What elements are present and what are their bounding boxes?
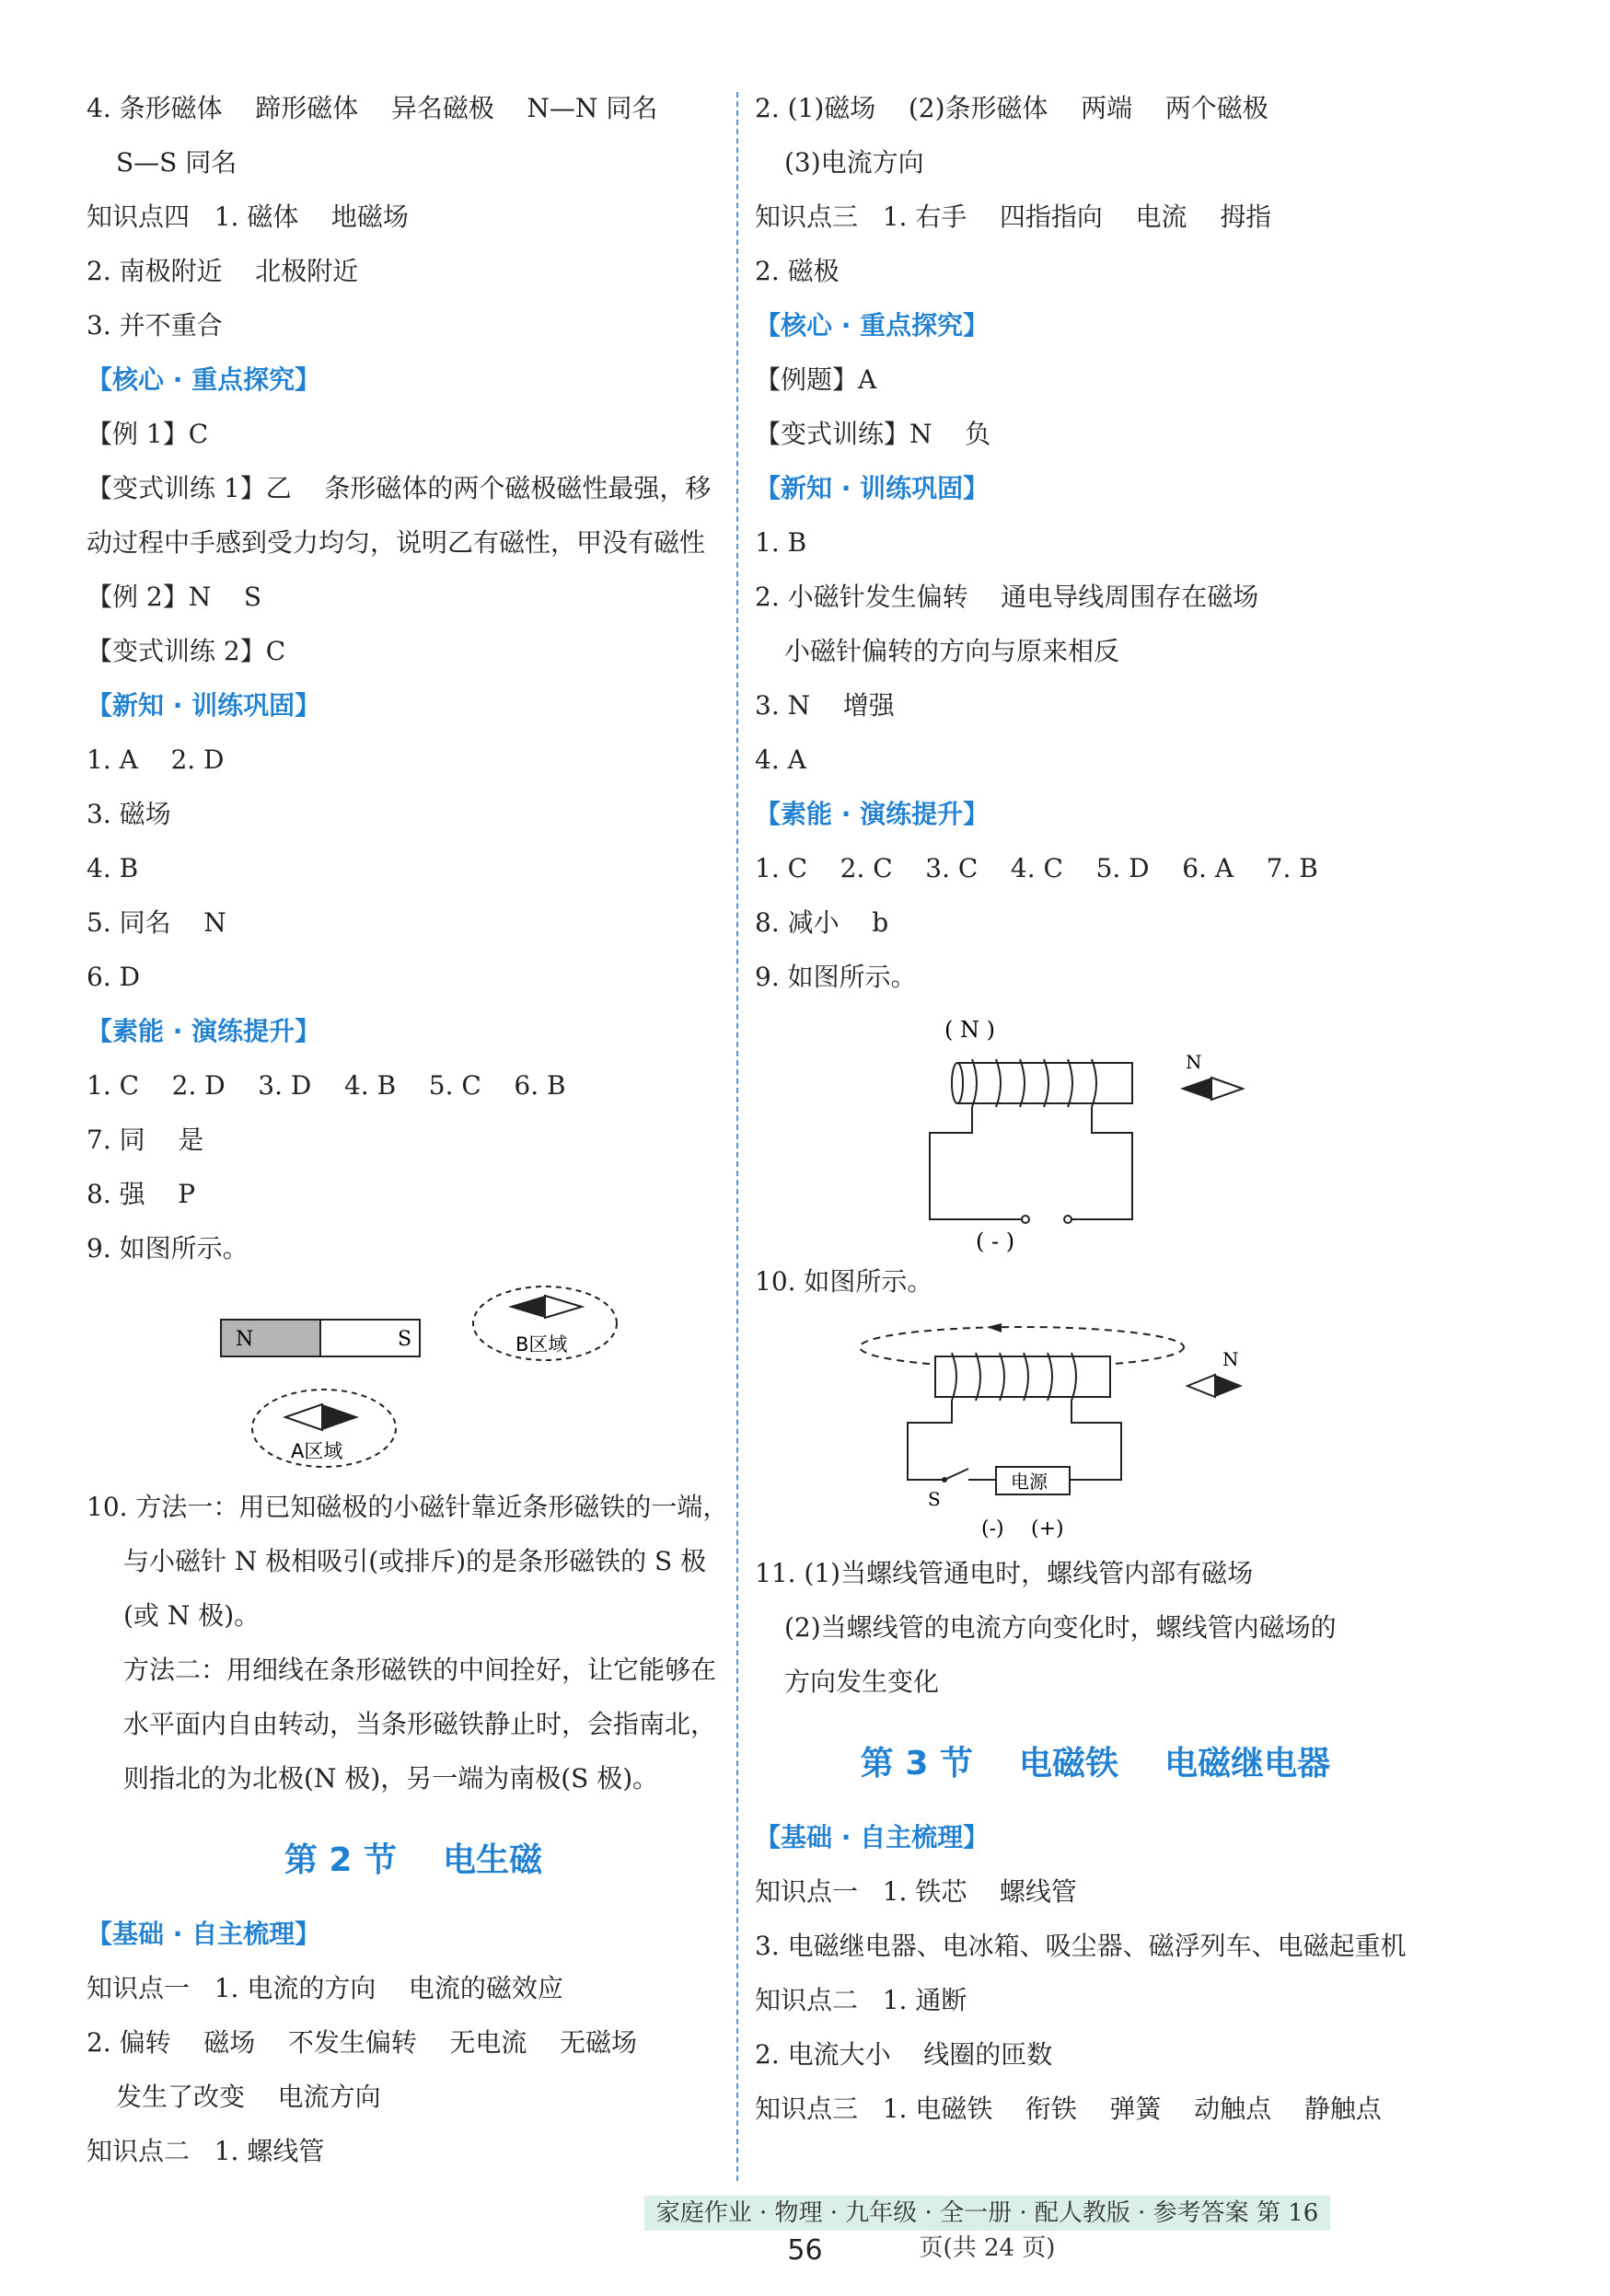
terminal-left	[1022, 1216, 1029, 1223]
chapter-title: 第 2 节 电生磁	[284, 1841, 543, 1879]
b-region-label: B区域	[515, 1333, 568, 1356]
footer-banner: 家庭作业 · 物理 · 九年级 · 全一册 · 配人教版 · 参考答案 第 16 页(共 24 页)	[644, 2196, 1330, 2231]
answer-line: 方向发生变化	[784, 1667, 940, 1697]
answer-line: 2. 电流大小 线圈的匝数	[755, 2039, 1053, 2070]
chapter-title: 第 3 节 电磁铁 电磁继电器	[860, 1745, 1331, 1783]
section-heading: 【基础 · 自主梳理】	[87, 1919, 321, 1949]
needle-s	[1187, 1375, 1215, 1397]
section-heading: 【素能 · 演练提升】	[755, 799, 990, 829]
answer-line: 【例 2】N S	[87, 582, 261, 612]
answer-line: 动过程中手感到受力均匀，说明乙有磁性，甲没有磁性	[87, 527, 706, 558]
answer-line: 8. 强 P	[87, 1179, 196, 1209]
answer-line: 9. 如图所示。	[87, 1233, 249, 1263]
answer-line: 知识点一 1. 电流的方向 电流的磁效应	[87, 1973, 563, 2003]
solenoid-core-end	[952, 1063, 963, 1103]
answer-line: 知识点二 1. 通断	[755, 1985, 967, 2015]
section-heading: 【新知 · 训练巩固】	[87, 690, 321, 721]
answer-line: 1. C 2. C 3. C 4. C 5. D 6. A 7. B	[755, 853, 1318, 883]
pole-label-top: ( N )	[944, 1017, 995, 1043]
answer-line: 知识点四 1. 磁体 地磁场	[87, 202, 409, 232]
answer-paragraph: 10. 方法一：用已知磁极的小磁针靠近条形磁铁的一端，与小磁针 N 极相吸引(或排斥)的是条形磁铁的 S 极(或 N 极)。	[87, 1492, 729, 1631]
answer-line: 2. 小磁针发生偏转 通电导线周围存在磁场	[755, 582, 1259, 612]
wire-left	[908, 1401, 952, 1480]
answer-line: 2. 磁极	[755, 256, 840, 286]
answer-line: 4. B	[87, 853, 139, 883]
answer-line: 11. (1)当螺线管通电时，螺线管内部有磁场	[755, 1558, 1254, 1588]
answer-line: 7. 同 是	[87, 1125, 204, 1155]
section-heading: 【素能 · 演练提升】	[87, 1016, 321, 1046]
answer-line: (2)当螺线管的电流方向变化时，螺线管内磁场的	[784, 1612, 1337, 1643]
b-needle-s	[545, 1296, 582, 1318]
answer-line: 【变式训练 2】C	[87, 636, 286, 666]
bar-magnet-figure	[87, 1275, 740, 1480]
answer-line: 2. (1)磁场 (2)条形磁体 两端 两个磁极	[755, 93, 1268, 123]
answer-line: 小磁针偏转的方向与原来相反	[784, 636, 1120, 666]
a-needle-s	[285, 1404, 322, 1430]
answer-line: 【变式训练】N 负	[755, 419, 991, 449]
answer-line: 3. 电磁继电器、电冰箱、吸尘器、磁浮列车、电磁起重机	[755, 1931, 1407, 1961]
b-needle-n	[508, 1296, 545, 1318]
answer-line: 知识点三 1. 右手 四指指向 电流 拇指	[755, 202, 1272, 232]
answer-line: 10. 如图所示。	[755, 1266, 933, 1297]
a-region-label: A区域	[291, 1440, 343, 1462]
plus-label: (+)	[1031, 1517, 1064, 1540]
solenoid-diagram-10	[755, 1309, 1528, 1546]
answer-line: 知识点二 1. 螺线管	[87, 2136, 325, 2166]
section-heading: 【核心 · 重点探究】	[87, 364, 321, 395]
wire-right	[1070, 1401, 1121, 1480]
answer-line: 3. N 增强	[755, 690, 895, 721]
answer-line: S—S 同名	[116, 147, 237, 178]
answer-line: (3)电流方向	[784, 147, 924, 178]
needle-n-label: N	[1222, 1348, 1239, 1370]
answer-line: 3. 并不重合	[87, 310, 223, 340]
answer-line: 4. A	[755, 744, 806, 775]
answer-line: 知识点一 1. 铁芯 螺线管	[755, 1876, 1077, 1907]
left-column	[87, 81, 740, 2178]
needle-s	[1211, 1078, 1243, 1100]
answer-line: 9. 如图所示。	[755, 962, 917, 992]
solenoid-figure-9	[755, 1004, 1528, 1254]
answer-line: 5. 同名 N	[87, 907, 226, 938]
magnet-n-label: N	[236, 1328, 254, 1351]
switch-label: S	[928, 1488, 941, 1510]
wire-right	[1071, 1107, 1132, 1219]
needle-n-label: N	[1186, 1051, 1202, 1073]
switch-blade	[944, 1469, 968, 1480]
power-source-label: 电源	[1011, 1471, 1048, 1493]
magnet-s-label: S	[398, 1328, 412, 1351]
bar-magnet-diagram	[87, 1275, 740, 1480]
needle-n	[1215, 1375, 1243, 1397]
answer-line: 【例题】A	[755, 364, 877, 395]
section-heading: 【新知 · 训练巩固】	[755, 473, 990, 503]
answer-line: 知识点三 1. 电磁铁 衔铁 弹簧 动触点 静触点	[755, 2094, 1382, 2124]
pole-label-bottom: ( - )	[976, 1229, 1015, 1254]
answer-line: 2. 南极附近 北极附近	[87, 256, 359, 286]
answer-line: 【例 1】C	[87, 419, 209, 449]
answer-line: 8. 减小 b	[755, 907, 889, 938]
right-column	[755, 81, 1528, 2136]
answer-line: 【变式训练 1】乙 条形磁体的两个磁极磁性最强，移	[87, 473, 712, 503]
answer-paragraph: 方法二：用细线在条形磁铁的中间拴好，让它能够在水平面内自由转动，当条形磁铁静止时，会指南北，则指北的为北极(N 极)，另一端为南极(S 极)。	[123, 1655, 717, 1794]
wire-left	[930, 1107, 1022, 1219]
answer-line: 1. C 2. D 3. D 4. B 5. C 6. B	[87, 1070, 566, 1101]
terminal-right	[1064, 1216, 1071, 1223]
answer-line: 3. 磁场	[87, 799, 171, 829]
a-needle-n	[322, 1404, 359, 1430]
answer-line: 发生了改变 电流方向	[116, 2082, 381, 2112]
page-number: 56	[787, 2234, 823, 2267]
minus-label: (-)	[981, 1517, 1004, 1540]
solenoid-core	[935, 1356, 1110, 1397]
section-heading: 【基础 · 自主梳理】	[755, 1822, 990, 1852]
solenoid-core	[957, 1063, 1132, 1103]
solenoid-diagram-9	[755, 1004, 1528, 1254]
answer-line: 1. B	[755, 527, 807, 558]
answer-line: 2. 偏转 磁场 不发生偏转 无电流 无磁场	[87, 2027, 638, 2058]
answer-line: 4. 条形磁体 蹄形磁体 异名磁极 N—N 同名	[87, 93, 658, 123]
answer-line: 6. D	[87, 962, 141, 992]
solenoid-figure-10	[755, 1309, 1528, 1546]
answer-line: 1. A 2. D	[87, 744, 225, 775]
section-heading: 【核心 · 重点探究】	[755, 310, 990, 340]
needle-n	[1180, 1078, 1211, 1100]
